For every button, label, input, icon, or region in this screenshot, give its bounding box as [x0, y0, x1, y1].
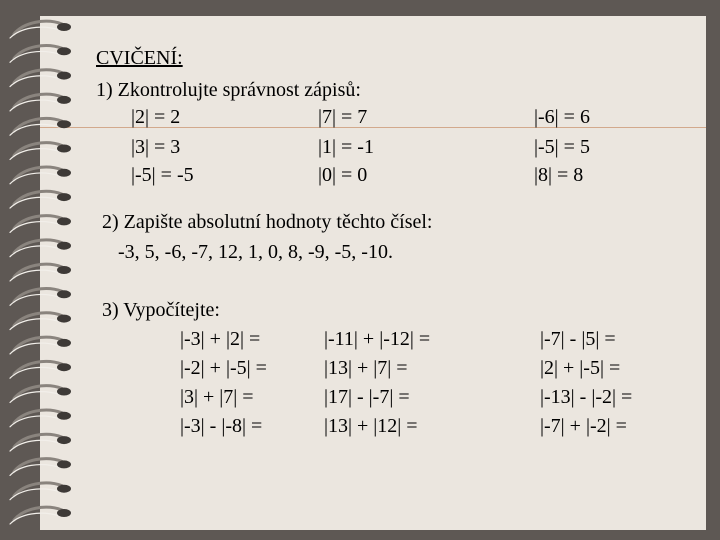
task3-item: |3| + |7| =: [180, 386, 254, 408]
task1-item: |-6| = 6: [534, 106, 590, 128]
task2-heading: 2) Zapište absolutní hodnoty těchto čísel:: [102, 211, 433, 233]
binding-hole: [57, 363, 71, 371]
task3-heading: 3) Vypočítejte:: [102, 299, 220, 321]
binding-hole: [57, 72, 71, 80]
binding-hole: [57, 96, 71, 104]
task3-item: |13| + |12| =: [324, 415, 418, 437]
task3-item: |-2| + |-5| =: [180, 357, 267, 379]
task1-item: |-5| = -5: [131, 164, 194, 186]
binding-hole: [57, 412, 71, 420]
task3-item: |-13| - |-2| =: [540, 386, 633, 408]
binding-hole: [57, 193, 71, 201]
task1-heading: 1) Zkontrolujte správnost zápisů:: [96, 79, 361, 101]
binding-hole: [57, 290, 71, 298]
binding-hole: [57, 315, 71, 323]
task3-item: |13| + |7| =: [324, 357, 408, 379]
binding-hole: [57, 436, 71, 444]
binding-hole: [57, 339, 71, 347]
binding-hole: [57, 460, 71, 468]
task1-item: |3| = 3: [131, 136, 181, 158]
binding-hole: [57, 217, 71, 225]
binding-hole: [57, 242, 71, 250]
task3-item: |-3| + |2| =: [180, 328, 261, 350]
binding-hole: [57, 23, 71, 31]
task3-item: |-3| - |-8| =: [180, 415, 263, 437]
binding-hole: [57, 47, 71, 55]
binding-hole: [57, 169, 71, 177]
binding-hole: [57, 266, 71, 274]
task3-item: |-11| + |-12| =: [324, 328, 431, 350]
binding-hole: [57, 120, 71, 128]
page-title: CVIČENÍ:: [96, 47, 183, 69]
binding-hole: [57, 509, 71, 517]
binding-hole: [57, 485, 71, 493]
binding-hole: [57, 388, 71, 396]
task1-item: |1| = -1: [318, 136, 374, 158]
task1-item: |2| = 2: [131, 106, 181, 128]
task1-item: |-5| = 5: [534, 136, 590, 158]
task2-numbers: -3, 5, -6, -7, 12, 1, 0, 8, -9, -5, -10.: [118, 241, 393, 263]
task1-item: |7| = 7: [318, 106, 368, 128]
task1-item: |0| = 0: [318, 164, 368, 186]
spiral-binding-icon: [0, 0, 80, 540]
task3-item: |2| + |-5| =: [540, 357, 621, 379]
task3-item: |17| - |-7| =: [324, 386, 410, 408]
binding-hole: [57, 145, 71, 153]
task1-item: |8| = 8: [534, 164, 584, 186]
task3-item: |-7| + |-2| =: [540, 415, 627, 437]
task3-item: |-7| - |5| =: [540, 328, 616, 350]
